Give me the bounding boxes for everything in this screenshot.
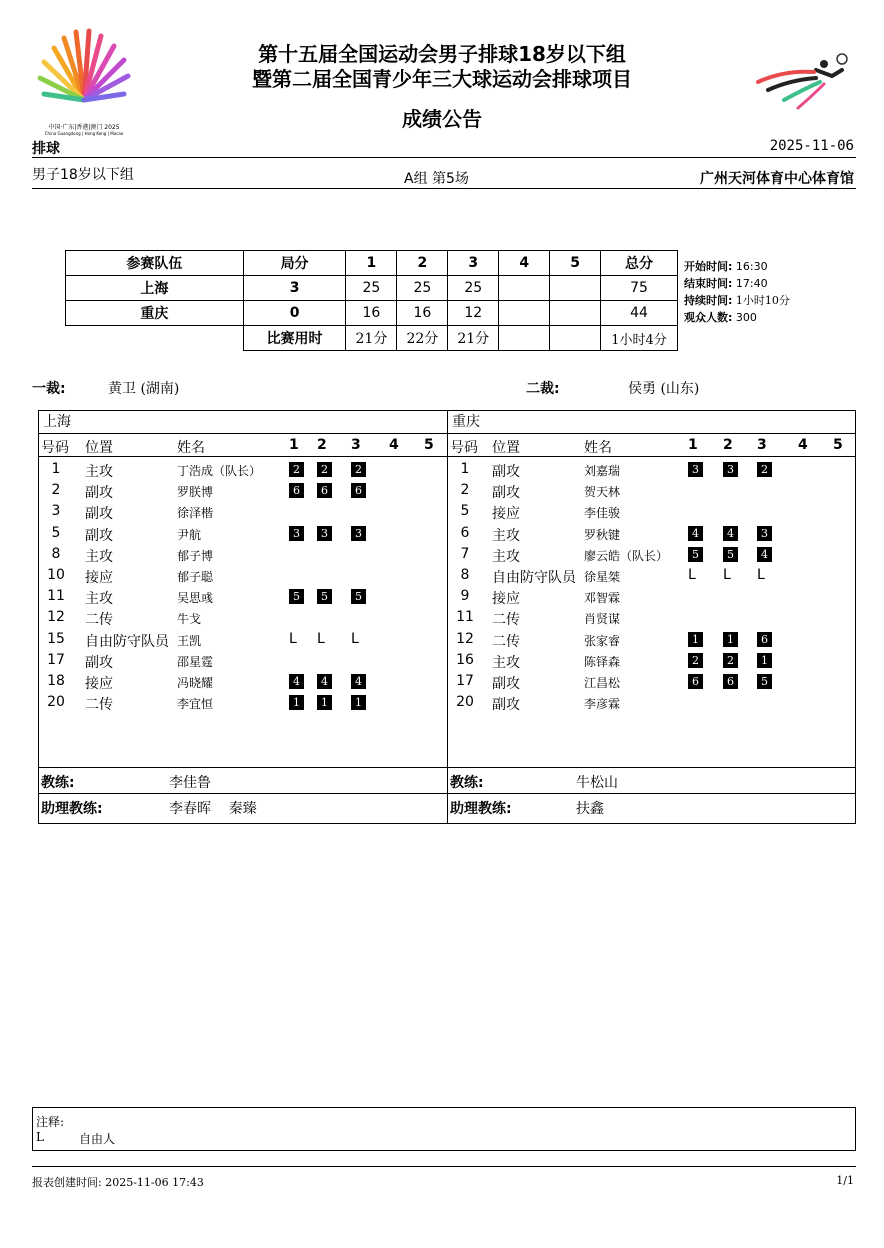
team-panel-name: 重庆	[448, 411, 855, 434]
roster-col-s2: 2	[317, 437, 327, 453]
time-info	[684, 258, 790, 326]
rotation-position-box: 6	[317, 483, 332, 498]
rotation-position-box: 3	[757, 526, 772, 541]
player-number: 17	[456, 672, 474, 689]
set-score	[499, 276, 550, 301]
rotation-position-box: 6	[723, 674, 738, 689]
player-row	[39, 671, 447, 692]
spectators-label: 观众人数:	[684, 311, 733, 324]
col-set-1: 1	[346, 251, 397, 276]
player-row	[448, 692, 855, 713]
roster-col-s4: 4	[798, 437, 808, 453]
group-match: A组 第5场	[404, 171, 469, 187]
roster-col-s4: 4	[389, 437, 399, 453]
rotation-position-box: 3	[317, 526, 332, 541]
rotation-position-box: 6	[757, 632, 772, 647]
coach-row	[39, 767, 447, 793]
player-number: 20	[47, 694, 65, 711]
player-position: 接应	[492, 591, 520, 608]
set-duration	[550, 326, 601, 351]
player-row	[39, 544, 447, 565]
logo-caption: 中国·广东|香港|澳门 2025	[48, 124, 120, 131]
player-row	[448, 586, 855, 607]
rotation-position-box: 4	[757, 547, 772, 562]
assistant-coach-name: 扶鑫	[576, 801, 604, 817]
rotation-position-box: 1	[723, 632, 738, 647]
player-position: 副攻	[85, 485, 113, 502]
team-panel-name: 上海	[39, 411, 447, 434]
player-number: 1	[51, 461, 61, 477]
empty-cell	[66, 326, 244, 351]
libero-marker: L	[289, 630, 297, 647]
set-duration: 22分	[397, 326, 448, 351]
player-row	[39, 459, 447, 480]
spectators-value: 300	[735, 311, 757, 324]
player-position: 副攻	[85, 506, 113, 523]
roster-col-pos: 位置	[492, 440, 520, 456]
player-position: 接应	[85, 569, 113, 586]
notes-label: 注释:	[36, 1115, 65, 1129]
rotation-position-box: 2	[317, 462, 332, 477]
player-number: 11	[456, 609, 474, 626]
set-duration	[499, 326, 550, 351]
libero-marker: L	[317, 630, 325, 647]
roster-col-s5: 5	[833, 437, 843, 453]
col-set-3: 3	[448, 251, 499, 276]
assistant-coach-label: 助理教练:	[41, 801, 103, 817]
rotation-position-box: 1	[757, 653, 772, 668]
player-position: 副攻	[492, 464, 520, 480]
player-number: 8	[51, 545, 61, 562]
player-row	[39, 480, 447, 501]
player-number: 7	[460, 545, 470, 562]
footer-rule	[32, 1166, 856, 1167]
set-score	[499, 301, 550, 326]
player-position: 二传	[85, 697, 113, 714]
player-name: 尹航	[177, 527, 202, 542]
rotation-position-box: 3	[723, 462, 738, 477]
rotation-position-box: 2	[289, 462, 304, 477]
player-name: 郁子博	[177, 548, 214, 563]
coach-name: 李佳鲁	[169, 775, 211, 791]
player-position: 副攻	[492, 697, 520, 714]
rotation-position-box: 1	[289, 695, 304, 710]
player-number: 2	[51, 482, 61, 499]
player-number: 12	[47, 609, 65, 626]
player-number: 16	[456, 651, 474, 668]
player-number: 9	[460, 588, 470, 605]
header-rule-2	[32, 188, 856, 189]
player-name: 徐星桀	[584, 569, 621, 584]
rotation-position-box: 4	[351, 674, 366, 689]
player-number: 5	[51, 524, 61, 541]
player-position: 二传	[85, 612, 113, 629]
player-row	[39, 607, 447, 628]
set-score	[550, 301, 601, 326]
player-number: 12	[456, 630, 474, 647]
team-name: 上海	[66, 276, 244, 301]
player-position: 接应	[85, 675, 113, 692]
player-position: 二传	[492, 633, 520, 650]
set-score: 12	[448, 301, 499, 326]
score-header-row	[66, 251, 678, 276]
rotation-position-box: 3	[289, 526, 304, 541]
roster-header	[448, 434, 855, 457]
player-position: 副攻	[85, 654, 113, 671]
roster-col-s1: 1	[688, 437, 698, 453]
rotation-position-box: 5	[317, 589, 332, 604]
roster-col-s1: 1	[289, 437, 299, 453]
player-name: 李彦霖	[584, 697, 621, 712]
roster-header	[39, 434, 447, 457]
col-total: 总分	[601, 251, 678, 276]
roster-col-s3: 3	[351, 437, 361, 453]
rotation-position-box: 6	[289, 483, 304, 498]
assistant-coach-label: 助理教练:	[450, 801, 512, 817]
player-row	[39, 629, 447, 650]
player-row	[39, 523, 447, 544]
col-sets: 局分	[243, 251, 346, 276]
player-row	[448, 629, 855, 650]
player-position: 主攻	[492, 527, 520, 544]
team-panel	[447, 410, 856, 824]
set-score	[550, 276, 601, 301]
player-position: 主攻	[492, 654, 520, 671]
player-name: 邓智霖	[584, 591, 621, 606]
score-row	[66, 301, 678, 326]
roster-col-s2: 2	[723, 437, 733, 453]
score-table	[65, 250, 678, 351]
rotation-position-box: 5	[757, 674, 772, 689]
player-name: 李佳骏	[584, 506, 621, 521]
first-referee-label: 一裁:	[32, 381, 66, 397]
sport-label: 排球	[32, 141, 60, 157]
player-position: 接应	[492, 506, 520, 523]
player-name: 肖贤谋	[584, 612, 621, 627]
player-row	[448, 459, 855, 480]
player-name: 邵星霆	[177, 654, 214, 669]
rotation-position-box: 5	[289, 589, 304, 604]
player-name: 贺天林	[584, 485, 621, 500]
col-team: 参赛队伍	[66, 251, 244, 276]
player-name: 罗秋键	[584, 527, 621, 542]
player-position: 二传	[492, 612, 520, 629]
player-name: 丁浩成（队长）	[177, 464, 262, 478]
player-name: 吴思彧	[177, 591, 214, 606]
roster-col-name: 姓名	[584, 440, 612, 456]
set-score: 25	[346, 276, 397, 301]
player-position: 副攻	[492, 485, 520, 502]
logo-caption-en: China Guangdong | Hong Kong | Macao	[44, 131, 124, 136]
end-label: 结束时间:	[684, 277, 733, 290]
second-referee-label: 二裁:	[526, 381, 560, 397]
player-number: 10	[47, 566, 65, 583]
player-row	[39, 586, 447, 607]
player-row	[448, 480, 855, 501]
set-score: 16	[346, 301, 397, 326]
player-name: 牛戈	[177, 612, 202, 627]
rotation-position-box: 1	[688, 632, 703, 647]
page-number: 1/1	[836, 1174, 854, 1187]
sets-won: 0	[243, 301, 346, 326]
roster-col-pos: 位置	[85, 440, 113, 456]
set-score: 25	[397, 276, 448, 301]
player-row	[39, 692, 447, 713]
rotation-position-box: 4	[723, 526, 738, 541]
total-score: 44	[601, 301, 678, 326]
player-row	[39, 565, 447, 586]
header-rule	[32, 157, 856, 158]
report-created: 报表创建时间: 2025-11-06 17:43	[32, 1176, 204, 1189]
notes-box	[32, 1107, 856, 1151]
duration-row	[66, 326, 678, 351]
roster-col-name: 姓名	[177, 440, 205, 456]
category-label: 男子18岁以下组	[32, 167, 134, 183]
roster-col-no: 号码	[41, 440, 69, 456]
player-name: 徐泽楷	[177, 506, 214, 521]
player-name: 江昌松	[584, 675, 621, 690]
match-date: 2025-11-06	[769, 138, 854, 154]
venue: 广州天河体育中心体育馆	[700, 171, 854, 187]
player-row	[448, 501, 855, 522]
rotation-position-box: 4	[688, 526, 703, 541]
second-referee: 侯勇 (山东)	[628, 381, 700, 397]
duration-label: 持续时间:	[684, 294, 733, 307]
rotation-position-box: 2	[351, 462, 366, 477]
team-name: 重庆	[66, 301, 244, 326]
player-position: 主攻	[492, 548, 520, 565]
player-number: 1	[460, 461, 470, 477]
first-referee: 黄卫 (湖南)	[108, 381, 180, 397]
rotation-position-box: 6	[688, 674, 703, 689]
rotation-position-box: 2	[757, 462, 772, 477]
player-number: 18	[47, 672, 65, 689]
duration-label: 比赛用时	[243, 326, 346, 351]
player-row	[39, 501, 447, 522]
player-position: 副攻	[85, 527, 113, 544]
player-row	[448, 565, 855, 586]
player-name: 陈铎森	[584, 654, 621, 669]
rotation-position-box: 4	[317, 674, 332, 689]
notes-code: L	[36, 1130, 44, 1144]
report-title: 成绩公告	[402, 107, 482, 131]
player-row	[448, 523, 855, 544]
assistant-coach-row	[39, 793, 447, 819]
player-name: 郁子聪	[177, 569, 214, 584]
team-panel	[38, 410, 448, 824]
player-position: 自由防守队员	[85, 633, 169, 650]
rotation-position-box: 4	[289, 674, 304, 689]
player-position: 主攻	[85, 591, 113, 608]
coach-name: 牛松山	[576, 775, 618, 791]
rotation-position-box: 1	[317, 695, 332, 710]
rotation-position-box: 2	[723, 653, 738, 668]
roster-col-no: 号码	[450, 440, 478, 456]
rotation-position-box: 3	[351, 526, 366, 541]
rotation-position-box: 6	[351, 483, 366, 498]
player-number: 17	[47, 651, 65, 668]
rotation-position-box: 5	[688, 547, 703, 562]
player-number: 20	[456, 694, 474, 711]
rotation-position-box: 3	[688, 462, 703, 477]
notes-desc: 自由人	[79, 1132, 116, 1146]
player-position: 副攻	[492, 675, 520, 692]
player-row	[448, 671, 855, 692]
total-duration: 1小时4分	[601, 326, 678, 351]
coach-row	[448, 767, 855, 793]
player-name: 罗朕博	[177, 485, 214, 500]
player-name: 刘嘉瑞	[584, 464, 621, 478]
player-number: 5	[460, 503, 470, 520]
coach-label: 教练:	[41, 775, 75, 791]
player-name: 廖云皓（队长）	[584, 548, 669, 563]
sets-won: 3	[243, 276, 346, 301]
col-set-2: 2	[397, 251, 448, 276]
col-set-4: 4	[499, 251, 550, 276]
score-row	[66, 276, 678, 301]
player-name: 王凯	[177, 633, 202, 648]
player-name: 张家睿	[584, 633, 621, 648]
player-row	[448, 607, 855, 628]
col-set-5: 5	[550, 251, 601, 276]
player-number: 6	[460, 524, 470, 541]
player-number: 3	[51, 503, 61, 520]
roster-col-s5: 5	[424, 437, 434, 453]
coach-label: 教练:	[450, 775, 484, 791]
start-label: 开始时间:	[684, 260, 733, 273]
assistant-coach-row	[448, 793, 855, 819]
player-name: 冯晓耀	[177, 675, 214, 690]
libero-marker: L	[688, 566, 696, 583]
rotation-position-box: 1	[351, 695, 366, 710]
duration-value: 1小时10分	[735, 294, 790, 307]
libero-marker: L	[723, 566, 731, 583]
libero-marker: L	[757, 566, 765, 583]
set-duration: 21分	[448, 326, 499, 351]
set-score: 25	[448, 276, 499, 301]
set-score: 16	[397, 301, 448, 326]
player-row	[448, 650, 855, 671]
start-time: 16:30	[735, 260, 768, 273]
player-row	[39, 650, 447, 671]
title-line-2: 暨第二届全国青少年三大球运动会排球项目	[252, 67, 632, 91]
title-line-1: 第十五届全国运动会男子排球18岁以下组	[258, 42, 626, 66]
rotation-position-box: 2	[688, 653, 703, 668]
end-time: 17:40	[735, 277, 768, 290]
total-score: 75	[601, 276, 678, 301]
rotation-position-box: 5	[723, 547, 738, 562]
assistant-coach-name: 李春晖 秦臻	[169, 801, 257, 817]
set-duration: 21分	[346, 326, 397, 351]
player-number: 11	[47, 588, 65, 605]
player-position: 主攻	[85, 464, 113, 480]
player-row	[448, 544, 855, 565]
player-position: 自由防守队员	[492, 569, 576, 586]
player-position: 主攻	[85, 548, 113, 565]
player-name: 李宜恒	[177, 697, 214, 712]
player-number: 2	[460, 482, 470, 499]
libero-marker: L	[351, 630, 359, 647]
roster-col-s3: 3	[757, 437, 767, 453]
rotation-position-box: 5	[351, 589, 366, 604]
player-number: 8	[460, 566, 470, 583]
player-number: 15	[47, 630, 65, 647]
